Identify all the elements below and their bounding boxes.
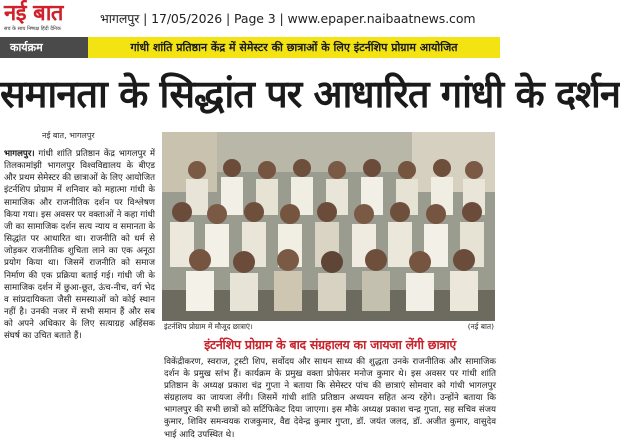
left-article-body <box>4 148 155 343</box>
logo-wordmark: नई बात <box>4 1 63 26</box>
photo-caption: इंटर्नशिप प्रोग्राम में मौजूद छात्राएं। <box>164 322 253 331</box>
group-photo-illustration <box>162 132 495 331</box>
article-subhead: इंटर्नशिप प्रोग्राम के बाद संग्रहालय का जायजा लेंगी छात्राएं <box>204 337 456 352</box>
section-kicker: कार्यक्रम <box>0 37 88 58</box>
dateline: भागलपुर। <box>4 149 35 159</box>
group-photo[interactable] <box>162 132 495 331</box>
byline: नई बात, भागलपुर <box>42 131 95 140</box>
edition-meta: भागलपुर | 17/05/2026 | Page 3 | www.epaper.naibaatnews.com <box>100 11 476 26</box>
newspaper-logo[interactable] <box>4 2 90 34</box>
masthead <box>0 0 500 36</box>
logo-tagline: सच के साथ निष्पक्ष हिंदी दैनिक <box>4 26 61 32</box>
section-ribbon <box>0 37 500 58</box>
left-article-text: गांधी शांति प्रतिष्ठान केंद्र भागलपुर में तिलकामांझी भागलपुर विश्वविद्यालय के बीएड और प्रथम सेमेस्टर की छात्राओं के लिए आयोजित इंटर्नशिप प्रोग्राम में शनिवार को महात्मा गांधी के सामाजिक और राजनीतिक दर्शन पर विश्लेषण किया गया। इस अवसर पर वक्ताओं ने कहा गांधी जी का सामाजिक दर्शन सत्य न्याय व समानता के सिद्धांत पर आधारित था। राजनीति को धर्म से जोड़कर राजनीतिक शुचिता लाने का एक अनूठा प्रयोग किया था। जिसमें राजनीति को समाज निर्माण की एक प्रक्रिया बताई गई। गांधी जी के सामाजिक दर्शन में छुआ-छूत, ऊंच-नीच, वर्ग भेद व सांप्रदायिकता जैसी समस्याओं को कोई स्थान नहीं है। उनकी नजर में सभी समान हैं और सब को अपने अधिकार के लिए सत्याग्रह अहिंसक संघर्ष का उचित बताते हैं। <box>4 149 155 342</box>
photo-caption-row <box>164 322 494 334</box>
main-headline: समानता के सिद्धांत पर आधारित गांधी के दर्शन <box>0 72 620 116</box>
right-article-body: विकेंद्रीकरण, स्वराज, ट्रस्टी शिप, सर्वोदय और साधन साध्य की शुद्धता उनके राजनीतिक और सामाजिक दर्शन के प्रमुख स्तंभ हैं। कार्यक्रम के प्रमुख वक्ता प्रोफेसर मनोज कुमार थे। इस अवसर पर गांधी शांति प्रतिष्ठान के अध्यक्ष प्रकाश चंद्र गुप्ता ने बताया कि सेमेस्टर पांच की छात्राएं सोमवार को गांधी भागलपुर संग्रहालय का जायजा लेंगी। जिसमें गांधी शांति प्रतिष्ठान अध्ययन सहित अन्य रहेंगे। उन्होंने बताया कि भागलपुर की सभी छात्रों को सर्टिफिकेट दिया जाएगा। इस मौके अध्यक्ष प्रकाश चन्द्र गुप्ता, सह सचिव संजय कुमार, शिविर समन्वयक राजकुमार, वैद्य देवेन्द्र कुमार गुप्ता, डॉ. जयंत जलद, डॉ. अजीत कुमार, वासुदेव भाई आदि उपस्थित थे। <box>164 357 496 440</box>
photo-credit: (नई बात) <box>467 322 494 331</box>
strap-headline: गांधी शांति प्रतिष्ठान केंद्र में सेमेस्टर की छात्राओं के लिए इंटर्नशिप प्रोग्राम आयोजित <box>88 37 500 58</box>
